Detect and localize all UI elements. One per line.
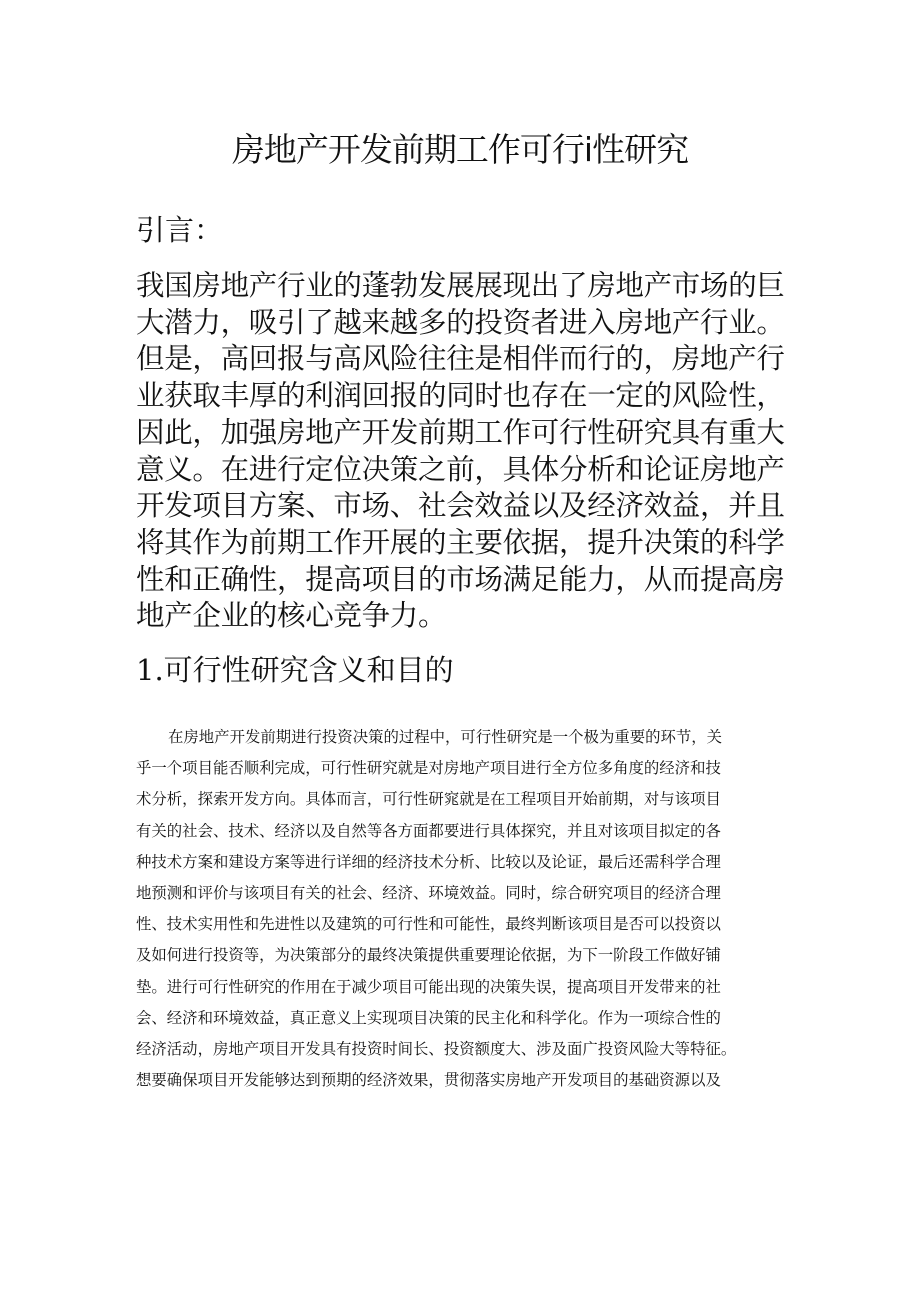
body-line: 垫。进行可行性研究的作用在于减少项目可能出现的决策失误，提高项目开发带来的社 (136, 977, 721, 996)
intro-line: 因此，加强房地产开发前期工作可行性研究具有重大 (136, 415, 785, 449)
body-line: 有关的社会、技术、经济以及自然等各方面都要进行具体探究，并且对该项目拟定的各 (136, 821, 721, 840)
intro-line: 业获取丰厚的利润回报的同时也存在一定的风险性， (136, 379, 785, 413)
intro-line: 意义。在进行定位决策之前，具体分析和论证房地产 (136, 452, 785, 486)
intro-line: 大潜力，吸引了越来越多的投资者进入房地产行业。 (136, 305, 785, 339)
body-line: 地预测和评价与该项目有关的社会、经济、环境效益。同时，综合研究项目的经济合理 (136, 884, 721, 903)
intro-line: 开发项目方案、市场、社会效益以及经济效益，并且 (136, 489, 785, 523)
body-line: 乎一个项目能否顺利完成，可行性研究就是对房地产项目进行全方位多角度的经济和技 (136, 759, 721, 778)
body-line: 想要确保项目开发能够达到预期的经济效果，贯彻落实房地产开发项目的基础资源以及 (136, 1071, 721, 1090)
section-heading: 1.可行性研究含义和目的 (136, 653, 454, 687)
intro-line: 但是，高回报与高风险往往是相伴而行的，房地产行 (136, 342, 785, 376)
body-line: 性、技术实用性和先进性以及建筑的可行性和可能性，最终判断该项目是否可以投资以 (136, 915, 721, 934)
body-line: 术分析，探索开发方向。具体而言，可行性研窕就是在工程项目开始前期，对与该项目 (136, 790, 721, 809)
intro-label: 引言： (136, 213, 224, 247)
intro-line: 地产企业的核心竞争力。 (136, 599, 447, 633)
body-line: 会、经济和环境效益，真正意义上实现项目决策的民主化和科学化。作为一项综合性的 (136, 1008, 721, 1027)
body-line: 种技术方案和建设方案等进行详细的经济技术分析、比较以及论证，最后还需科学合理 (136, 852, 721, 871)
body-line: 经济活动，房地产项目开发具有投资时间长、投资额度大、涉及面广投资风险大等特征。 (136, 1040, 737, 1059)
body-line: 及如何进行投资等，为决策部分的最终决策提供重要理论依据，为下一阶段工作做好铺 (136, 946, 721, 965)
section-body-paragraph (136, 722, 806, 1096)
body-line: 在房地产开发前期进行投资决策的过程中，可行性研究是一个极为重要的环节，关 (168, 728, 723, 746)
document-title: 房地产开发前期工作可行ⅰ性研究 (231, 130, 689, 169)
intro-line: 将其作为前期工作开展的主要依据，提升决策的科学 (136, 525, 785, 559)
intro-paragraph (136, 268, 796, 635)
intro-line: 我国房地产行业的蓬勃发展展现出了房地产市场的巨 (136, 269, 785, 302)
intro-line: 性和正确性，提高项目的市场满足能力，从而提高房 (136, 562, 785, 596)
